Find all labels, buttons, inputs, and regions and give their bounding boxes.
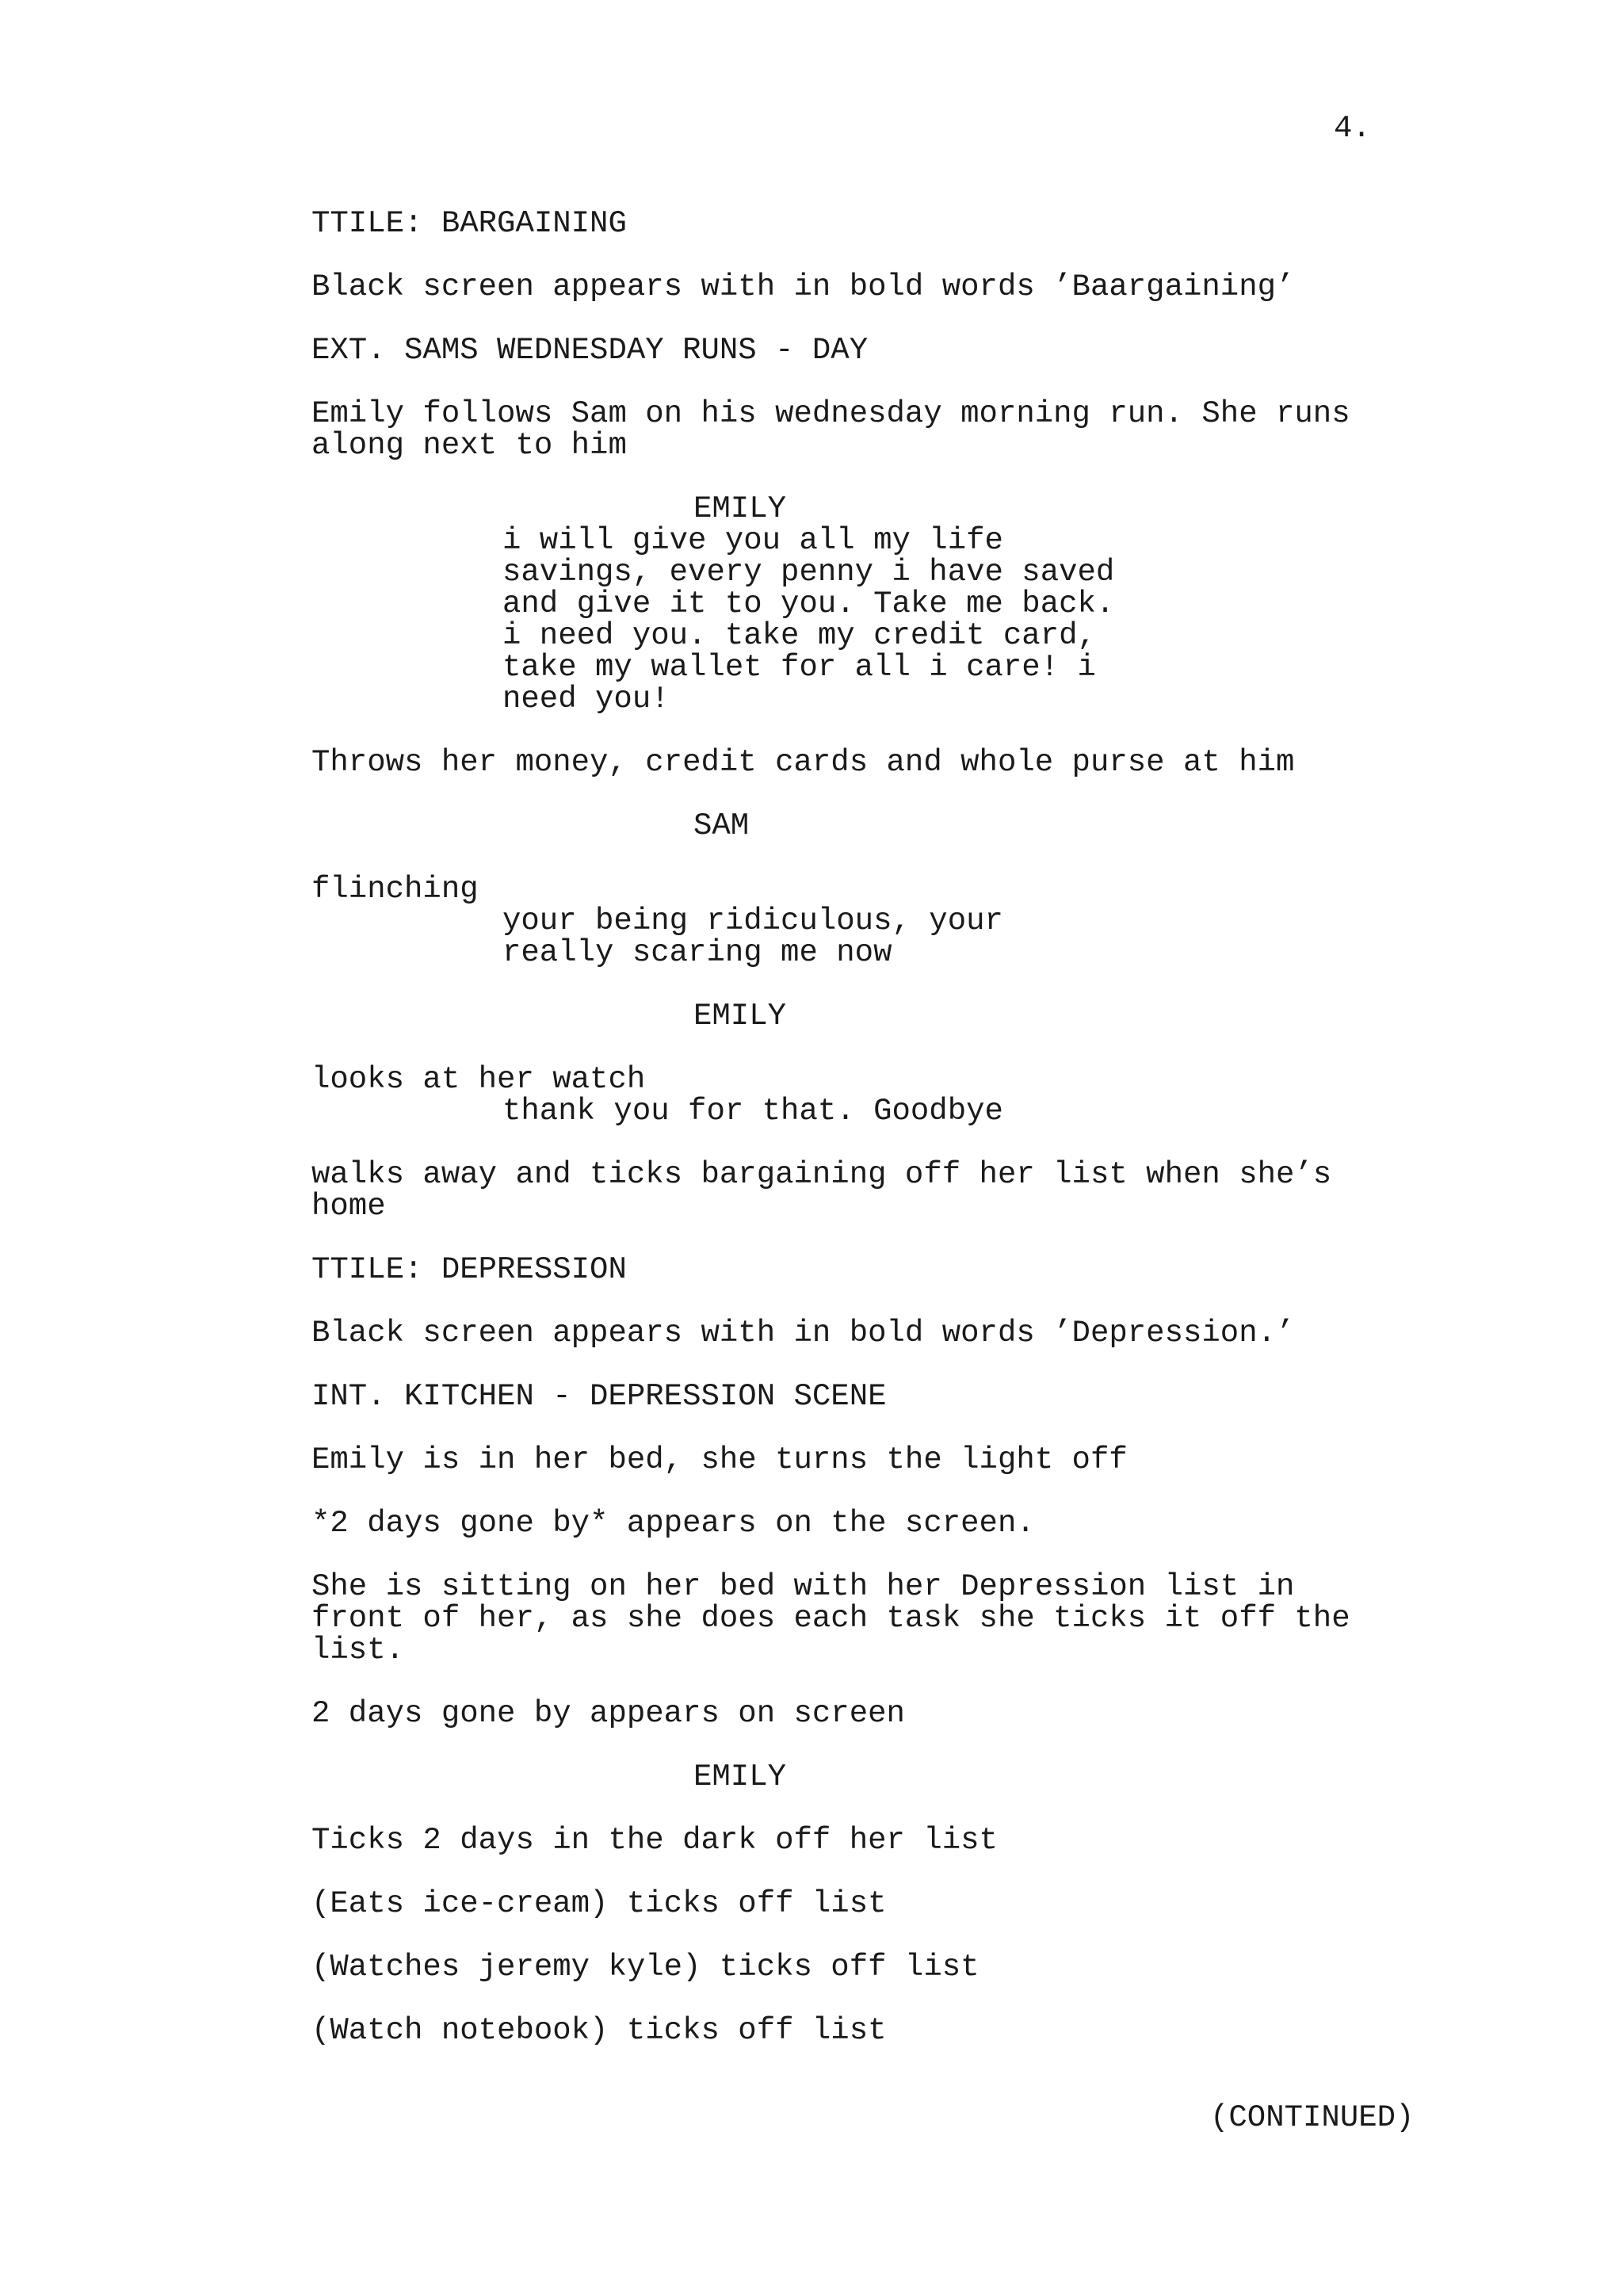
continued-marker: (CONTINUED) <box>1210 2100 1415 2135</box>
scene-title-bargaining: TTILE: BARGAINING <box>311 206 627 241</box>
dialogue-line: i will give you all my life <box>502 523 1003 558</box>
parenthetical: looks at her watch <box>311 1062 646 1097</box>
scene-heading: EXT. SAMS WEDNESDAY RUNS - DAY <box>311 333 869 368</box>
dialogue-line: take my wallet for all i care! i <box>502 650 1096 685</box>
dialogue-line: savings, every penny i have saved <box>502 555 1115 590</box>
parenthetical: flinching <box>311 872 479 907</box>
dialogue-line: and give it to you. Take me back. <box>502 586 1115 621</box>
dialogue-line: thank you for that. Goodbye <box>502 1094 1003 1129</box>
action-line: (Eats ice-cream) ticks off list <box>311 1886 887 1921</box>
dialogue-line: your being ridiculous, your <box>502 904 1003 938</box>
action-line: Emily follows Sam on his wednesday morning run. She runs <box>311 396 1350 431</box>
action-line: 2 days gone by appears on screen <box>311 1696 905 1731</box>
action-line: Throws her money, credit cards and whole purse at him <box>311 745 1295 780</box>
page-number: 4. <box>1334 111 1371 146</box>
scene-heading: INT. KITCHEN - DEPRESSION SCENE <box>311 1379 887 1414</box>
character-name: EMILY <box>693 999 787 1033</box>
action-line: She is sitting on her bed with her Depression list in <box>311 1569 1295 1604</box>
character-name: EMILY <box>693 1759 787 1794</box>
dialogue-line: need you! <box>502 682 670 716</box>
action-line: along next to him <box>311 428 627 463</box>
action-line: (Watch notebook) ticks off list <box>311 2013 887 2048</box>
action-line: front of her, as she does each task she ticks it off the <box>311 1601 1350 1636</box>
scene-title-depression: TTILE: DEPRESSION <box>311 1252 627 1287</box>
action-line: Emily is in her bed, she turns the light off <box>311 1442 1128 1477</box>
action-line: home <box>311 1189 386 1224</box>
action-line: *2 days gone by* appears on the screen. <box>311 1506 1035 1541</box>
action-line: Black screen appears with in bold words ’Baargaining’ <box>311 269 1295 304</box>
action-line: (Watches jeremy kyle) ticks off list <box>311 1950 980 1985</box>
dialogue-line: really scaring me now <box>502 935 892 970</box>
character-name: EMILY <box>693 491 787 526</box>
action-line: walks away and ticks bargaining off her list when she’s <box>311 1157 1332 1192</box>
action-line: Ticks 2 days in the dark off her list <box>311 1823 998 1858</box>
character-name: SAM <box>693 808 750 843</box>
action-line: list. <box>311 1633 405 1668</box>
action-line: Black screen appears with in bold words ’Depression.’ <box>311 1316 1295 1350</box>
dialogue-line: i need you. take my credit card, <box>502 618 1096 653</box>
